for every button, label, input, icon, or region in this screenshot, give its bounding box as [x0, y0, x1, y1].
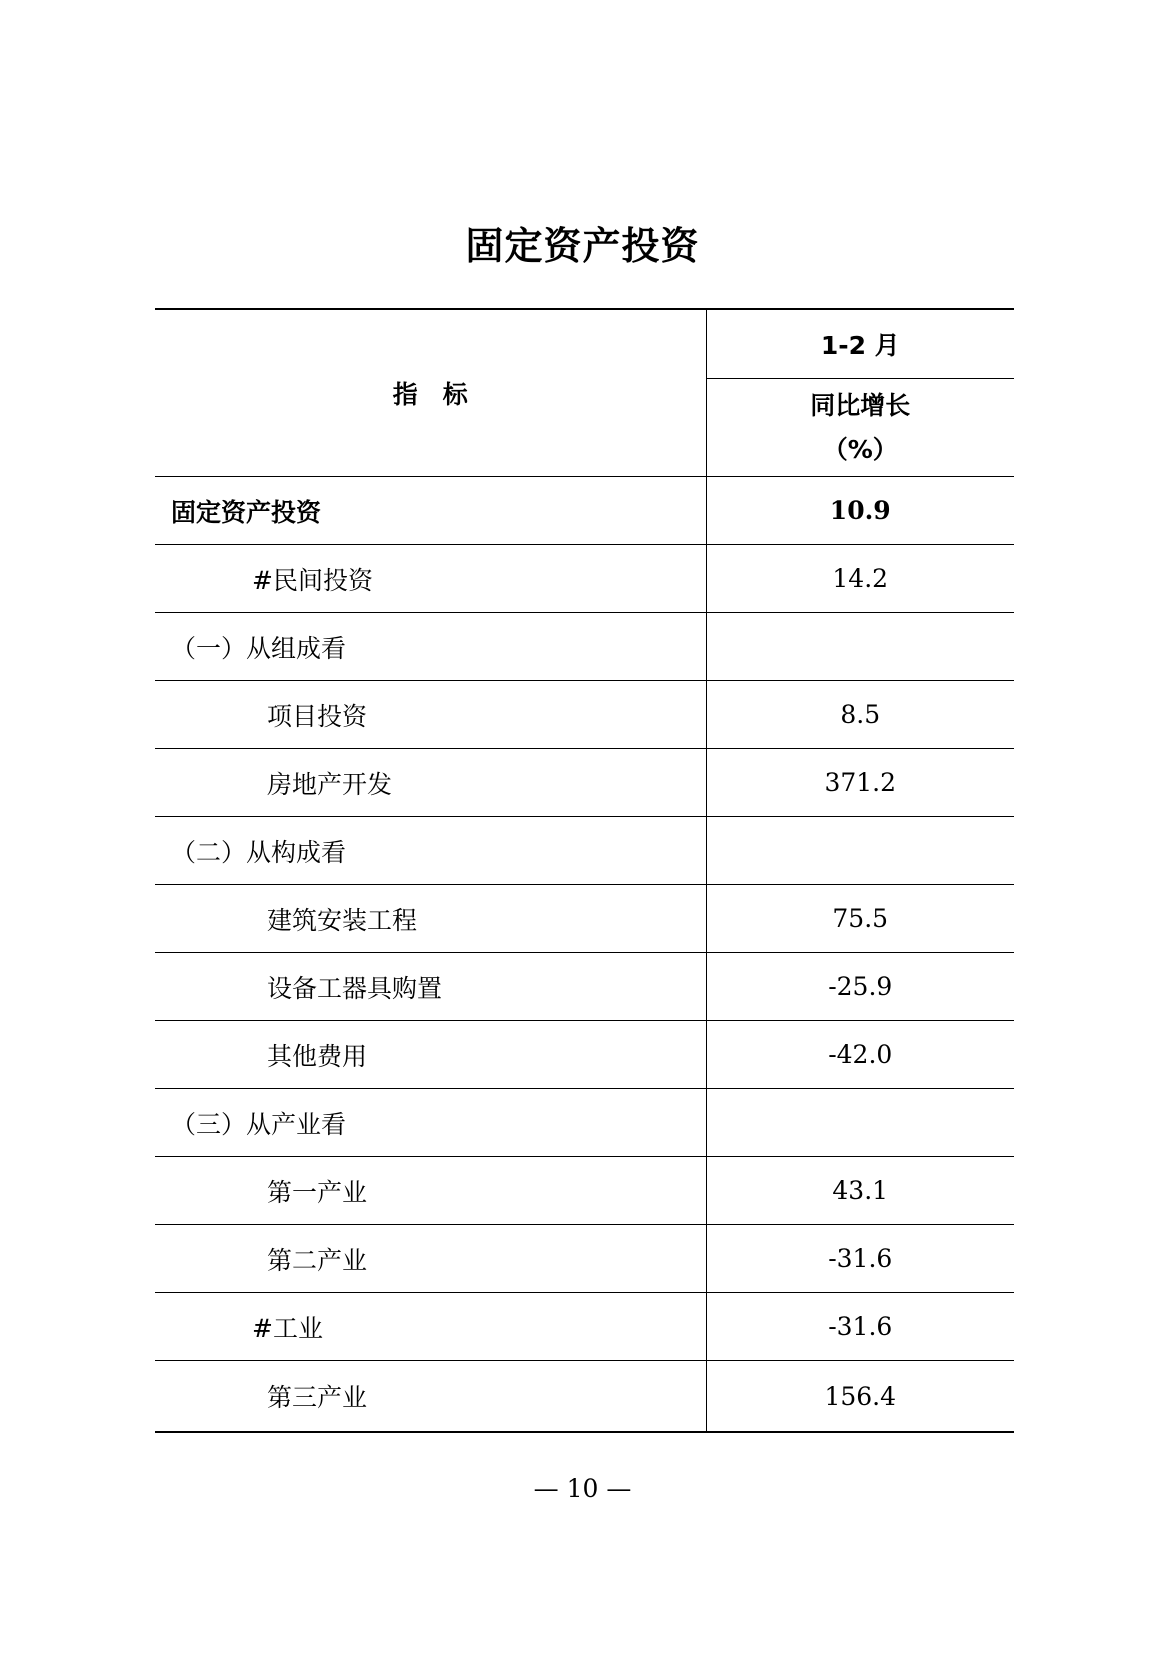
row-value	[706, 613, 1014, 681]
table-row	[155, 1157, 1014, 1225]
row-label: 固定资产投资	[155, 477, 706, 545]
table-row	[155, 545, 1014, 613]
row-value	[706, 1089, 1014, 1157]
table-row	[155, 953, 1014, 1021]
row-value	[706, 817, 1014, 885]
period-header: 1-2 月	[706, 309, 1014, 379]
table-row	[155, 885, 1014, 953]
table-row	[155, 1021, 1014, 1089]
row-value: 14.2	[706, 545, 1014, 613]
row-value: 156.4	[706, 1361, 1014, 1433]
row-label: 第二产业	[155, 1225, 706, 1293]
table-row	[155, 613, 1014, 681]
row-value: -25.9	[706, 953, 1014, 1021]
table-row	[155, 749, 1014, 817]
table-row	[155, 1293, 1014, 1361]
row-label: （三）从产业看	[155, 1089, 706, 1157]
row-label: 其他费用	[155, 1021, 706, 1089]
row-label: #民间投资	[155, 545, 706, 613]
row-value: -31.6	[706, 1225, 1014, 1293]
row-label: 第三产业	[155, 1361, 706, 1433]
table-row	[155, 1089, 1014, 1157]
row-value: 75.5	[706, 885, 1014, 953]
row-value: 10.9	[706, 477, 1014, 545]
investment-table	[155, 308, 1014, 1433]
table-row	[155, 817, 1014, 885]
table-row	[155, 1361, 1014, 1433]
row-label: （一）从组成看	[155, 613, 706, 681]
table-row	[155, 1225, 1014, 1293]
row-label: #工业	[155, 1293, 706, 1361]
growth-header-unit: （%）	[822, 434, 898, 464]
growth-header	[706, 379, 1014, 477]
row-value: 43.1	[706, 1157, 1014, 1225]
indicator-header: 指 标	[155, 309, 706, 477]
table-row	[155, 477, 1014, 545]
row-label: 第一产业	[155, 1157, 706, 1225]
row-value: 8.5	[706, 681, 1014, 749]
page-title: 固定资产投资	[465, 224, 700, 268]
row-label: （二）从构成看	[155, 817, 706, 885]
row-label: 设备工器具购置	[155, 953, 706, 1021]
row-label: 建筑安装工程	[155, 885, 706, 953]
row-value: 371.2	[706, 749, 1014, 817]
page-number: — 10 —	[533, 1474, 632, 1503]
row-value: -31.6	[706, 1293, 1014, 1361]
growth-header-label: 同比增长	[810, 390, 911, 420]
table-row	[155, 681, 1014, 749]
row-value: -42.0	[706, 1021, 1014, 1089]
row-label: 项目投资	[155, 681, 706, 749]
row-label: 房地产开发	[155, 749, 706, 817]
